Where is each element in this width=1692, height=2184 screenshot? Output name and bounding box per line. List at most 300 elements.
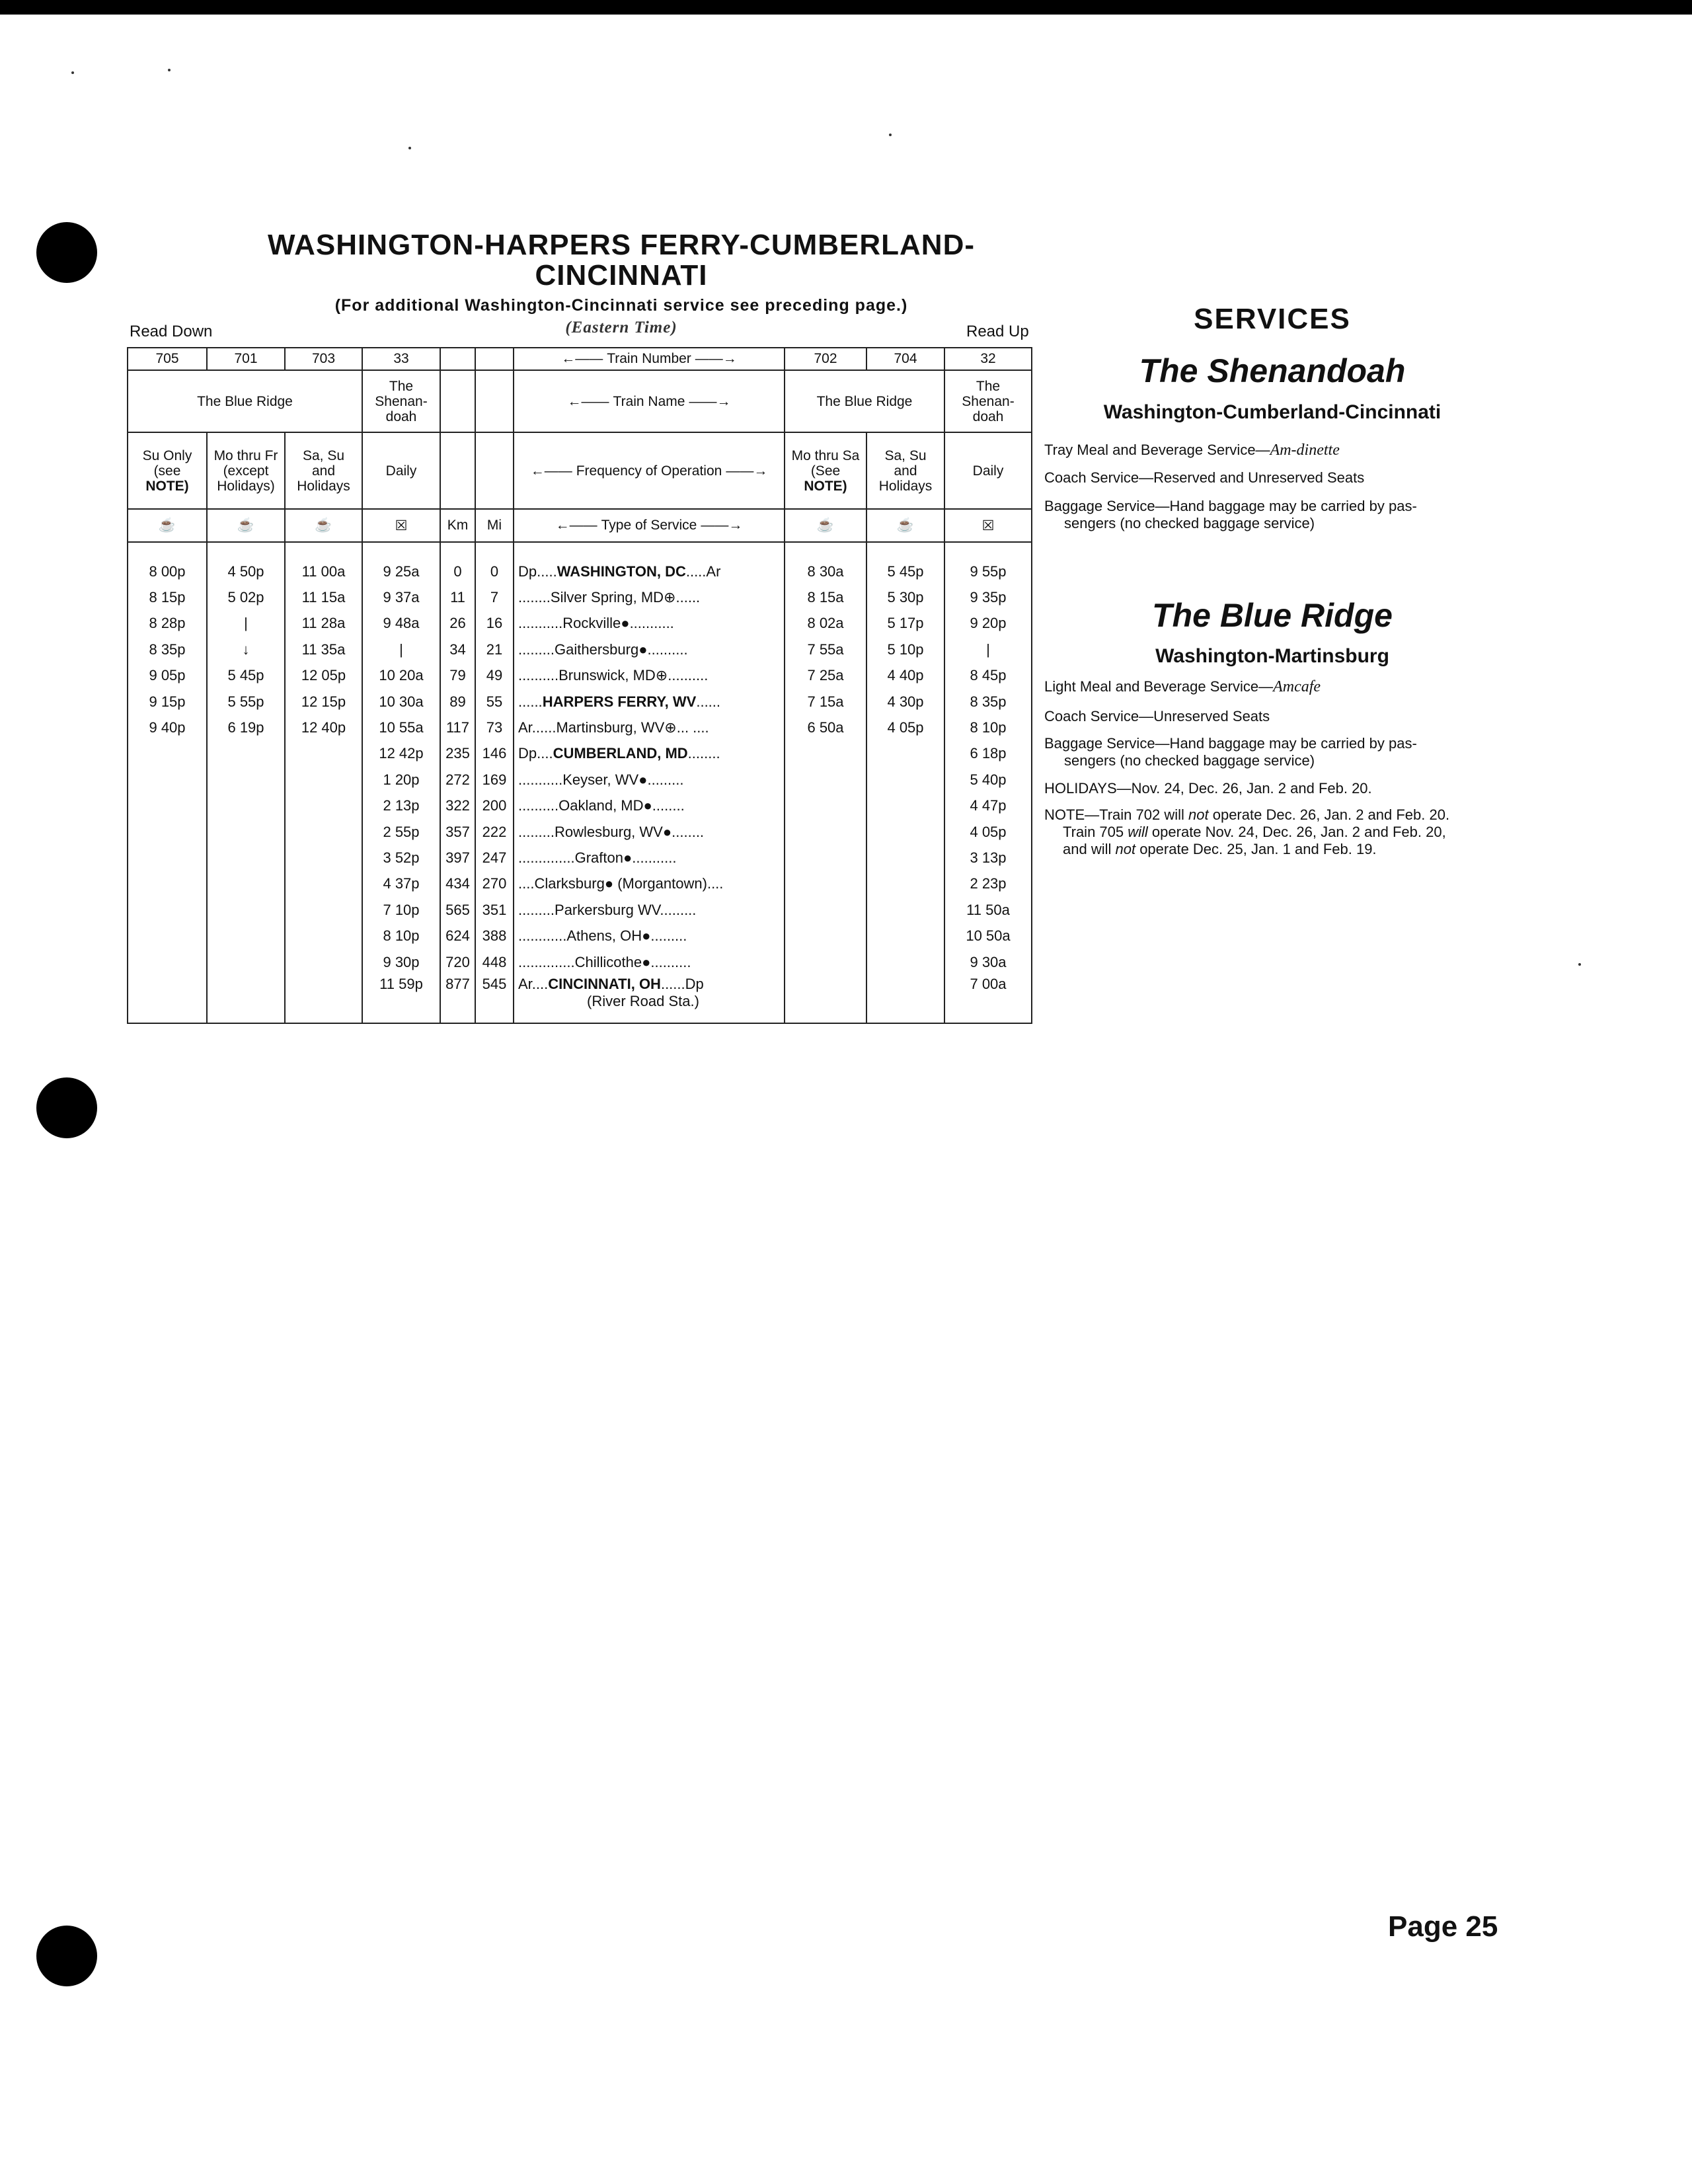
time-cell: 9 37a [362, 584, 440, 610]
station-name: WASHINGTON, DC [557, 563, 686, 580]
center-label [514, 370, 785, 432]
cup-icon: ☕ [207, 509, 285, 542]
freq-part: Holidays [878, 478, 933, 494]
note-text: Train 705 [1063, 824, 1128, 840]
mi-cell: 247 [475, 845, 514, 871]
station-name: Martinsburg, WV⊕ [556, 719, 677, 736]
train-number: 33 [362, 348, 440, 370]
station-cell [514, 637, 785, 662]
scan-speck [889, 134, 892, 136]
km-cell: 357 [440, 819, 475, 845]
km-cell: 26 [440, 611, 475, 637]
time-cell: 8 10p [362, 923, 440, 949]
frequency [785, 432, 866, 509]
train-number-label: Train Number [607, 351, 691, 366]
table-row [128, 741, 1032, 767]
leader-dots: ...... [696, 693, 721, 710]
time-cell: 8 15a [785, 584, 866, 610]
page-title: WASHINGTON-HARPERS FERRY-CUMBERLAND- [268, 229, 975, 261]
table-row [128, 637, 1032, 662]
time-cell: 11 28a [285, 611, 362, 637]
scan-speck [168, 69, 171, 71]
time-cell: 5 30p [866, 584, 944, 610]
blue-ridge-route: Washington-Martinsburg [1155, 645, 1389, 667]
leader-dots: ......... [660, 901, 697, 918]
mi-cell: 55 [475, 689, 514, 715]
table-row [128, 767, 1032, 793]
cup-icon: ☕ [285, 509, 362, 542]
center-label [514, 348, 785, 370]
service-text: Tray Meal and Beverage Service— [1044, 442, 1270, 458]
time-cell: 8 02a [785, 611, 866, 637]
station-cell [514, 767, 785, 793]
time-cell [128, 845, 207, 871]
arrow-left-icon: ←—— [567, 393, 609, 409]
blue-ridge-heading: The Blue Ridge [1152, 597, 1393, 634]
shenandoah-heading: The Shenandoah [1139, 352, 1406, 389]
time-cell: 11 35a [285, 637, 362, 662]
km-blank [440, 348, 475, 370]
mi-cell: 73 [475, 715, 514, 740]
arrow-right-icon: ——→ [726, 463, 768, 479]
time-cell: ↓ [207, 637, 285, 662]
freq-part: (except [223, 463, 269, 479]
station-name: Parkersburg WV [555, 901, 660, 918]
time-cell [785, 819, 866, 845]
km-cell: 89 [440, 689, 475, 715]
station-cell [514, 949, 785, 975]
time-cell: 4 30p [866, 689, 944, 715]
station-name: Gaithersburg● [555, 641, 648, 658]
read-down-label: Read Down [130, 323, 213, 340]
time-cell [207, 741, 285, 767]
train-name-row [128, 370, 1032, 432]
km-header: Km [440, 509, 475, 542]
arrow-left-icon: ←—— [561, 351, 603, 366]
station-cell [514, 663, 785, 689]
freq-part: Mo thru Sa [791, 448, 860, 463]
time-cell: 5 55p [207, 689, 285, 715]
time-cell: 9 40p [128, 715, 207, 740]
time-cell: 4 50p [207, 559, 285, 584]
time-cell [866, 949, 944, 975]
mi-cell: 7 [475, 584, 514, 610]
time-cell [785, 949, 866, 975]
mi-blank [475, 370, 514, 432]
table-row [128, 897, 1032, 923]
mi-header: Mi [475, 509, 514, 542]
time-cell [285, 819, 362, 845]
name-part: doah [385, 409, 417, 424]
time-cell [207, 793, 285, 819]
time-cell [128, 897, 207, 923]
time-cell [207, 871, 285, 897]
shenandoah-baggage: Baggage Service—Hand baggage may be carried by pas- [1044, 498, 1417, 514]
subtitle: (For additional Washington-Cincinnati service see preceding page.) [334, 296, 908, 315]
note-emphasis: will [1128, 824, 1148, 840]
punch-hole-icon [36, 222, 97, 283]
blue-ridge-baggage: Baggage Service—Hand baggage may be carried by pas- [1044, 735, 1417, 752]
time-cell [285, 845, 362, 871]
time-cell [285, 871, 362, 897]
time-cell: 1 20p [362, 767, 440, 793]
leader-dots: ......... [518, 823, 555, 840]
mi-cell: 388 [475, 923, 514, 949]
time-cell: 9 15p [128, 689, 207, 715]
mi-cell: 222 [475, 819, 514, 845]
cup-icon: ☕ [128, 509, 207, 542]
leader-dots: ......... [647, 771, 684, 788]
page-number: Page 25 [1388, 1910, 1498, 1943]
time-cell [285, 923, 362, 949]
time-cell: 5 17p [866, 611, 944, 637]
time-cell: 10 20a [362, 663, 440, 689]
leader-dots: Ar...... [518, 719, 557, 736]
name-part: The [389, 378, 414, 394]
leader-dots: ........... [518, 615, 563, 632]
time-cell: 12 05p [285, 663, 362, 689]
leader-dots: ......Dp [660, 976, 704, 993]
time-cell [785, 767, 866, 793]
time-cell: 3 13p [944, 845, 1032, 871]
km-cell: 720 [440, 949, 475, 975]
time-cell: 4 05p [944, 819, 1032, 845]
mi-cell: 448 [475, 949, 514, 975]
time-cell: 5 02p [207, 584, 285, 610]
note-text: NOTE—Train 702 will [1044, 806, 1189, 823]
table-row [128, 923, 1032, 949]
time-cell [207, 819, 285, 845]
time-cell: 9 05p [128, 663, 207, 689]
service-type-row [128, 509, 1032, 542]
time-cell: 8 30a [785, 559, 866, 584]
cup-icon: ☕ [866, 509, 944, 542]
time-cell [128, 949, 207, 975]
mi-cell: 270 [475, 871, 514, 897]
shenandoah-coach: Coach Service—Reserved and Unreserved Seats [1044, 469, 1365, 486]
leader-dots: ........... [632, 849, 677, 866]
time-cell: 9 35p [944, 584, 1032, 610]
station-cell [514, 741, 785, 767]
cup-icon: ☕ [785, 509, 866, 542]
station-cell [514, 715, 785, 740]
freq-part: Sa, Su [302, 448, 345, 463]
mi-cell: 200 [475, 793, 514, 819]
station-name: HARPERS FERRY, WV [542, 693, 697, 710]
station-cell [514, 845, 785, 871]
time-cell [866, 923, 944, 949]
freq-part: and [894, 463, 917, 479]
time-cell: 9 55p [944, 559, 1032, 584]
center-label [514, 509, 785, 542]
time-cell: 4 05p [866, 715, 944, 740]
station-name: Brunswick, MD⊕ [558, 667, 668, 684]
time-cell: 9 30p [362, 949, 440, 975]
time-cell [785, 741, 866, 767]
leader-dots: Dp..... [518, 563, 557, 580]
brand-name: Amcafe [1273, 678, 1321, 695]
time-cell: 7 25a [785, 663, 866, 689]
time-cell: 2 23p [944, 871, 1032, 897]
freq-part: Sa, Su [884, 448, 927, 463]
time-cell: 8 00p [128, 559, 207, 584]
mi-cell: 16 [475, 611, 514, 637]
train-number: 32 [944, 348, 1032, 370]
time-cell: 7 00a [944, 975, 1032, 1023]
km-cell: 79 [440, 663, 475, 689]
station-name: CUMBERLAND, MD [553, 745, 688, 762]
time-cell: 7 15a [785, 689, 866, 715]
train-name [944, 370, 1032, 432]
scan-speck [71, 71, 74, 74]
time-cell: | [207, 611, 285, 637]
tray-meal-icon: ☒ [944, 509, 1032, 542]
leader-dots: ............ [518, 927, 567, 945]
mi-cell: 49 [475, 663, 514, 689]
time-cell: 11 59p [362, 975, 440, 1023]
name-part: Shenan- [962, 393, 1015, 409]
leader-dots: Ar.... [518, 976, 549, 993]
frequency [285, 432, 362, 509]
note-line-2 [1063, 824, 1525, 841]
time-cell: 8 35p [944, 689, 1032, 715]
station-cell [514, 923, 785, 949]
time-cell: 8 15p [128, 584, 207, 610]
leader-dots: .......... [668, 667, 709, 684]
time-cell [285, 741, 362, 767]
punch-hole-icon [36, 1077, 97, 1138]
km-blank [440, 432, 475, 509]
services-heading: SERVICES [1194, 303, 1351, 335]
leader-dots: ......... [650, 927, 687, 945]
leader-dots: ......... [518, 901, 555, 918]
scan-speck [408, 147, 411, 149]
leader-dots: ... .... [676, 719, 709, 736]
mi-cell: 0 [475, 559, 514, 584]
table-row [128, 871, 1032, 897]
station-cell [514, 897, 785, 923]
frequency: Daily [944, 432, 1032, 509]
leader-dots: .......... [518, 797, 559, 814]
time-cell [207, 949, 285, 975]
time-cell: 10 55a [362, 715, 440, 740]
station-cell [514, 689, 785, 715]
train-name: The Blue Ridge [785, 370, 944, 432]
time-cell: 12 42p [362, 741, 440, 767]
time-cell: 4 40p [866, 663, 944, 689]
frequency-label: Frequency of Operation [576, 463, 722, 479]
frequency-row [128, 432, 1032, 509]
time-cell [866, 793, 944, 819]
arrow-right-icon: ——→ [689, 393, 731, 409]
station-cell [514, 975, 785, 1023]
station-name: Athens, OH● [566, 927, 651, 945]
freq-part: NOTE) [145, 478, 189, 494]
time-cell [128, 923, 207, 949]
center-label [514, 432, 785, 509]
frequency [128, 432, 207, 509]
spacer-row [128, 542, 1032, 559]
scan-speck [1578, 963, 1581, 966]
time-cell: 2 13p [362, 793, 440, 819]
table-row [128, 845, 1032, 871]
name-part: doah [972, 409, 1004, 424]
holidays-note: HOLIDAYS—Nov. 24, Dec. 26, Jan. 2 and Feb. 20. [1044, 780, 1372, 797]
leader-dots: .....Ar [685, 563, 721, 580]
time-cell [207, 845, 285, 871]
station-cell [514, 793, 785, 819]
schedule-rows [128, 559, 1032, 1023]
table-row [128, 663, 1032, 689]
read-up-label: Read Up [966, 323, 1029, 340]
shenandoah-route: Washington-Cumberland-Cincinnati [1103, 401, 1442, 423]
freq-part: NOTE) [804, 478, 847, 494]
station-name: Oakland, MD● [558, 797, 652, 814]
freq-part: Holidays [297, 478, 350, 494]
tray-meal-icon: ☒ [362, 509, 440, 542]
mi-cell: 545 [475, 975, 514, 1023]
blue-ridge-meal [1044, 678, 1507, 695]
shenandoah-meal [1044, 442, 1507, 459]
name-part: The [976, 378, 1001, 394]
station-cell [514, 584, 785, 610]
time-cell [785, 923, 866, 949]
mi-cell: 169 [475, 767, 514, 793]
time-cell: 6 50a [785, 715, 866, 740]
frequency [866, 432, 944, 509]
km-cell: 397 [440, 845, 475, 871]
time-cell: | [944, 637, 1032, 662]
note-emphasis: not [1188, 806, 1209, 823]
time-cell [866, 741, 944, 767]
freq-part: (see [153, 463, 181, 479]
service-text: Light Meal and Beverage Service— [1044, 678, 1274, 695]
frequency [207, 432, 285, 509]
time-cell [285, 975, 362, 1023]
note-text: operate Dec. 26, Jan. 2 and Feb. 20. [1208, 806, 1450, 823]
time-cell [866, 975, 944, 1023]
time-cell [207, 975, 285, 1023]
time-cell: 7 10p [362, 897, 440, 923]
table-row [128, 793, 1032, 819]
train-number: 701 [207, 348, 285, 370]
time-cell: 9 48a [362, 611, 440, 637]
note-line-3 [1063, 841, 1525, 858]
time-cell [128, 741, 207, 767]
time-cell [785, 975, 866, 1023]
leader-dots: ...... [675, 589, 701, 606]
arrow-right-icon: ——→ [701, 518, 743, 533]
km-blank [440, 370, 475, 432]
time-cell: 12 40p [285, 715, 362, 740]
time-cell [785, 897, 866, 923]
km-cell: 434 [440, 871, 475, 897]
time-cell [866, 767, 944, 793]
km-cell: 0 [440, 559, 475, 584]
table-row [128, 689, 1032, 715]
km-cell: 235 [440, 741, 475, 767]
time-cell: 8 35p [128, 637, 207, 662]
leader-dots: .......... [650, 953, 691, 970]
station-cell [514, 819, 785, 845]
leader-dots: ......... [518, 641, 555, 658]
table-row [128, 611, 1032, 637]
time-cell [128, 767, 207, 793]
punch-hole-icon [36, 1926, 97, 1986]
km-cell: 272 [440, 767, 475, 793]
station-name: Rowlesburg, WV● [555, 823, 672, 840]
leader-dots: .............. [518, 953, 575, 970]
time-cell: 3 52p [362, 845, 440, 871]
station-name: Clarksburg● (Morgantown) [534, 875, 707, 892]
time-cell [866, 819, 944, 845]
time-cell: 11 15a [285, 584, 362, 610]
time-cell [285, 897, 362, 923]
time-cell: 5 45p [207, 663, 285, 689]
time-cell [285, 767, 362, 793]
freq-part: and [311, 463, 336, 479]
freq-part: (See [810, 463, 841, 479]
station-cell [514, 871, 785, 897]
time-cell [785, 793, 866, 819]
time-cell [866, 845, 944, 871]
time-cell: 6 19p [207, 715, 285, 740]
train-number: 704 [866, 348, 944, 370]
leader-dots: ........ [518, 589, 551, 606]
freq-part: Mo thru Fr [213, 448, 278, 463]
km-cell: 117 [440, 715, 475, 740]
leader-dots: .... [518, 875, 535, 892]
table-row [128, 715, 1032, 740]
station-name: Silver Spring, MD⊕ [550, 589, 676, 606]
table-row [128, 975, 1032, 1023]
freq-part: Holidays) [217, 478, 275, 494]
time-cell: 12 15p [285, 689, 362, 715]
train-number: 705 [128, 348, 207, 370]
train-number-row [128, 348, 1032, 370]
km-cell: 877 [440, 975, 475, 1023]
mi-cell: 351 [475, 897, 514, 923]
time-cell [785, 845, 866, 871]
time-cell [128, 975, 207, 1023]
note-emphasis: not [1115, 841, 1136, 857]
note-line-1 [1044, 806, 1507, 824]
time-cell [866, 897, 944, 923]
leader-dots: .............. [518, 849, 575, 866]
brand-name: Am-dinette [1270, 442, 1340, 459]
time-cell: 11 00a [285, 559, 362, 584]
arrow-left-icon: ←—— [530, 463, 572, 479]
scan-top-edge [0, 0, 1692, 15]
leader-dots: .... [707, 875, 724, 892]
table-row [128, 584, 1032, 610]
train-number: 702 [785, 348, 866, 370]
frequency: Daily [362, 432, 440, 509]
service-type-label: Type of Service [601, 518, 697, 533]
station-name: Keyser, WV● [562, 771, 648, 788]
train-name-label: Train Name [613, 393, 685, 409]
time-cell: 10 50a [944, 923, 1032, 949]
leader-dots: ........... [518, 771, 563, 788]
freq-part: Su Only [142, 448, 192, 463]
station-name: Chillicothe● [574, 953, 651, 970]
page-title-continued: CINCINNATI [535, 259, 708, 292]
note-text: and will [1063, 841, 1116, 857]
train-name: The Blue Ridge [128, 370, 362, 432]
time-cell [128, 793, 207, 819]
km-cell: 11 [440, 584, 475, 610]
time-cell: 2 55p [362, 819, 440, 845]
